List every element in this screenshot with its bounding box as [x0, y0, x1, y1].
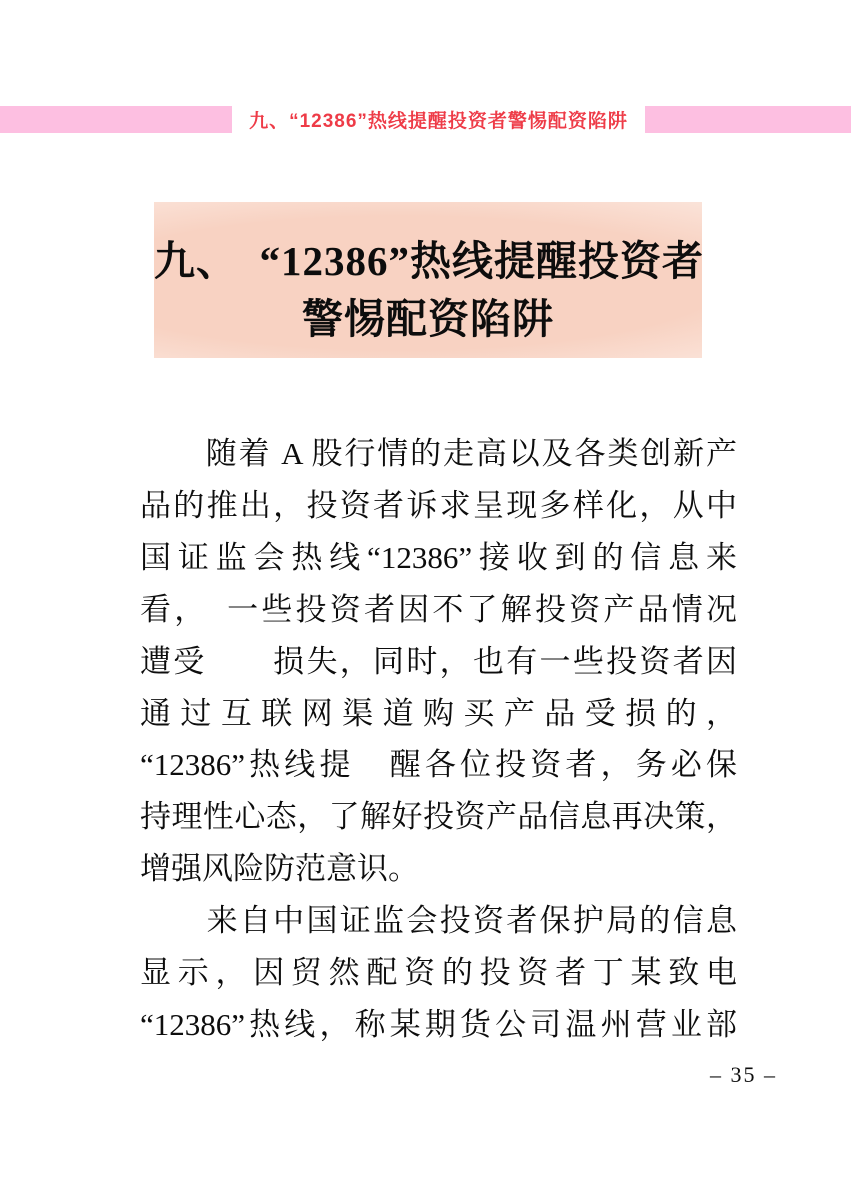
running-head-title: 九、“12386”热线提醒投资者警惕配资陷阱 — [249, 111, 628, 132]
text-line: 遭受 损失，同时，也有一些投资者因 — [140, 643, 737, 679]
text-line: 通过互联网渠道购买产品受损的， — [140, 695, 737, 731]
paragraph — [140, 428, 737, 895]
chapter-title-block — [154, 202, 702, 358]
text-line: 看， 一些投资者因不了解投资产品情况 — [140, 591, 737, 627]
text-line: 增强风险防范意识。 — [140, 851, 419, 887]
chapter-title-line-1: 九、 “12386”热线提醒投资者 — [154, 238, 704, 284]
text-line: 显示，因贸然配资的投资者丁某致电 — [140, 955, 737, 991]
chapter-title-line-2: 警惕配资陷阱 — [302, 296, 554, 342]
text-line: 品的推出，投资者诉求呈现多样化，从中 — [140, 487, 737, 523]
paragraph — [140, 895, 737, 1051]
running-head — [0, 106, 851, 133]
running-head-right-bar — [645, 106, 851, 133]
page-number: – 35 – — [710, 1062, 777, 1087]
text-line: “12386”热线提 醒各位投资者，务必保 — [140, 747, 737, 783]
text-line: “12386”热线，称某期货公司温州营业部 — [140, 1006, 737, 1042]
text-line: 持理性心态，了解好投资产品信息再决策， — [140, 799, 737, 835]
text-line: 随着 A 股行情的走高以及各类创新产 — [140, 436, 737, 471]
running-head-left-bar — [0, 106, 232, 133]
body-text — [140, 428, 737, 1051]
text-line: 国证监会热线“12386”接收到的信息来 — [140, 539, 737, 575]
text-line: 来自中国证监会投资者保护局的信息 — [140, 903, 737, 939]
